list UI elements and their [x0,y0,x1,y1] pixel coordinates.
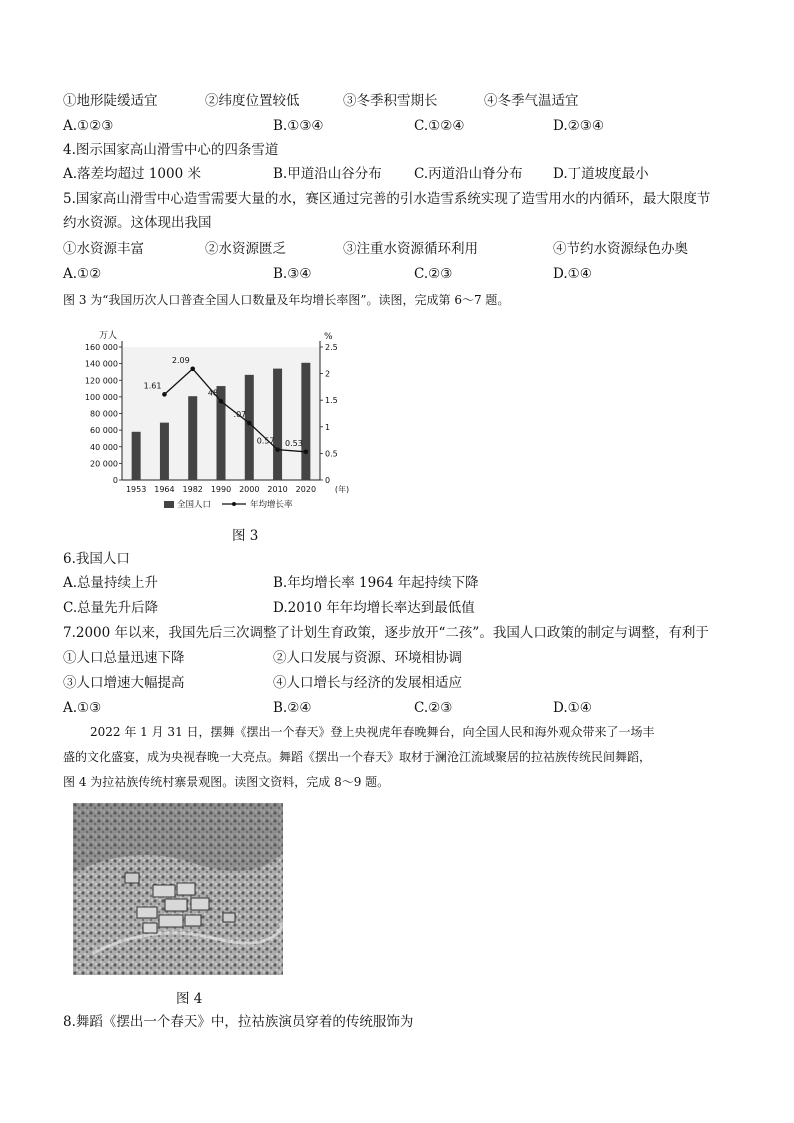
y-left-tick-label: 20 000 [90,459,118,469]
y-right-tick-label: 1.5 [325,396,338,406]
x-axis-label: (年) [334,485,350,494]
growth-rate-point-1964 [162,392,167,397]
growth-rate-label: 48 [207,388,218,398]
x-tick-label: 2010 [267,485,288,494]
q7-option-b: B.②④ [273,700,312,716]
bar-2010 [273,369,282,480]
y-left-axis-label: 万人 [98,331,118,341]
growth-rate-point-1982 [190,367,195,372]
y-left-tick-label: 40 000 [90,442,118,452]
y-right-tick-label: 2 [325,369,331,379]
growth-rate-point-2010 [275,447,280,452]
x-tick-label: 1953 [125,485,147,494]
growth-rate-label: 0.57 [256,436,275,446]
growth-rate-label: 0.53 [285,438,303,448]
y-right-tick-label: 2.5 [325,343,338,352]
q7-item-2: ②人口发展与资源、环境相协调 [273,650,462,666]
x-tick-label: 2000 [239,485,260,494]
q8-stem: 8.舞蹈《摆出一个春天》中，拉祜族演员穿着的传统服饰为 [63,1014,414,1030]
q3-item-4: ④冬季气温适宜 [484,93,579,109]
q3-item-2: ②纬度位置较低 [205,93,300,109]
q5-stem-line2: 约水资源。这体现出我国 [63,215,212,231]
growth-rate-point-2020 [304,450,309,455]
q6-option-c: C.总量先升后降 [63,600,159,616]
y-left-tick-label: 0 [112,476,118,485]
x-tick-label: 1964 [154,485,175,494]
growth-rate-point-2000 [247,421,252,426]
y-right-tick-label: 0 [325,476,331,485]
y-left-tick-label: 80 000 [90,409,118,419]
q5-item-3: ③注重水资源循环利用 [343,241,478,257]
fig3-intro: 图 3 为“我国历次人口普查全国人口数量及年均增长率图”。读图，完成第 6～7 题。 [63,293,510,307]
q5-option-c: C.②③ [414,266,453,282]
q4-option-a: A.落差均超过 1000 米 [63,166,201,182]
q3-item-1: ①地形陡缓适宜 [63,93,158,109]
y-left-tick-label: 140 000 [84,359,118,369]
x-tick-label: 2020 [295,485,317,494]
q3-option-c: C.①②④ [414,118,465,134]
legend-bar-swatch [164,501,174,508]
q3-option-a: A.①②③ [63,118,114,134]
q5-item-4: ④节约水资源绿色办奥 [553,241,688,257]
q7-stem: 7.2000 年以来，我国先后三次调整了计划生育政策，逐步放开“二孩”。我国人口政策的制定与调整，有利于 [63,625,709,641]
q5-option-b: B.③④ [273,266,312,282]
lahu-village-photo [73,803,283,975]
material-paragraph-line3: 图 4 为拉祜族传统村寨景观图。读图文资料，完成 8～9 题。 [63,775,390,789]
y-left-tick-label: 120 000 [84,376,118,386]
q5-item-1: ①水资源丰富 [63,241,144,257]
q6-option-b: B.年均增长率 1964 年起持续下降 [273,575,479,591]
figure-4-caption: 图 4 [176,991,203,1007]
q3-option-d: D.②③④ [553,118,604,134]
q6-option-a: A.总量持续上升 [63,575,159,591]
q7-option-a: A.①③ [63,700,102,716]
q3-option-b: B.①③④ [273,118,324,134]
growth-rate-label: .07 [233,410,247,420]
material-paragraph-line2: 盛的文化盛宴，成为央视春晚一大亮点。舞蹈《摆出一个春天》取材于澜沧江流域聚居的拉祜族传统民间舞蹈， [63,750,652,764]
x-tick-label: 1982 [182,485,203,494]
bar-1982 [188,396,197,480]
bar-1953 [132,432,141,480]
bar-2000 [245,375,254,480]
x-tick-label: 1990 [210,485,232,494]
q5-option-a: A.①② [63,266,102,282]
q5-item-2: ②水资源匮乏 [205,241,286,257]
y-left-tick-label: 60 000 [90,426,118,436]
q7-option-d: D.①④ [553,700,592,716]
growth-rate-label: 1.61 [143,381,162,391]
y-right-axis-label: % [324,332,333,342]
q4-stem: 4.图示国家高山滑雪中心的四条雪道 [63,142,279,158]
y-left-tick-label: 160 000 [84,343,118,352]
q7-option-c: C.②③ [414,700,453,716]
legend-label-growth-rate: 年均增长率 [250,500,293,510]
q4-option-c: C.丙道沿山脊分布 [414,166,523,182]
material-paragraph-line1: 2022 年 1 月 31 日，摆舞《摆出一个春天》登上央视虎年春晚舞台，向全国人民和海外观众带来了一场丰 [90,725,655,739]
q5-option-d: D.①④ [553,266,592,282]
population-chart [80,325,370,520]
bar-2020 [301,363,310,480]
figure-3-caption: 图 3 [232,528,259,544]
y-left-tick-label: 100 000 [84,392,118,402]
q6-stem: 6.我国人口 [63,551,130,567]
q7-item-3: ③人口增速大幅提高 [63,675,185,691]
q4-option-d: D.丁道坡度最小 [553,166,649,182]
y-right-tick-label: 1 [325,422,331,432]
q7-item-4: ④人口增长与经济的发展相适应 [273,675,462,691]
legend-label-population: 全国人口 [177,500,212,510]
bar-1964 [160,423,169,480]
y-right-tick-label: 0.5 [325,449,338,459]
q4-option-b: B.甲道沿山谷分布 [273,166,382,182]
growth-rate-point-1990 [219,399,224,404]
q6-option-d: D.2010 年年均增长率达到最低值 [273,600,475,616]
growth-rate-label: 2.09 [171,355,190,365]
q5-stem-line1: 5.国家高山滑雪中心造雪需要大量的水，赛区通过完善的引水造雪系统实现了造雪用水的内循环，最大限度节 [63,191,711,207]
q7-item-1: ①人口总量迅速下降 [63,650,185,666]
q3-item-3: ③冬季积雪期长 [343,93,438,109]
